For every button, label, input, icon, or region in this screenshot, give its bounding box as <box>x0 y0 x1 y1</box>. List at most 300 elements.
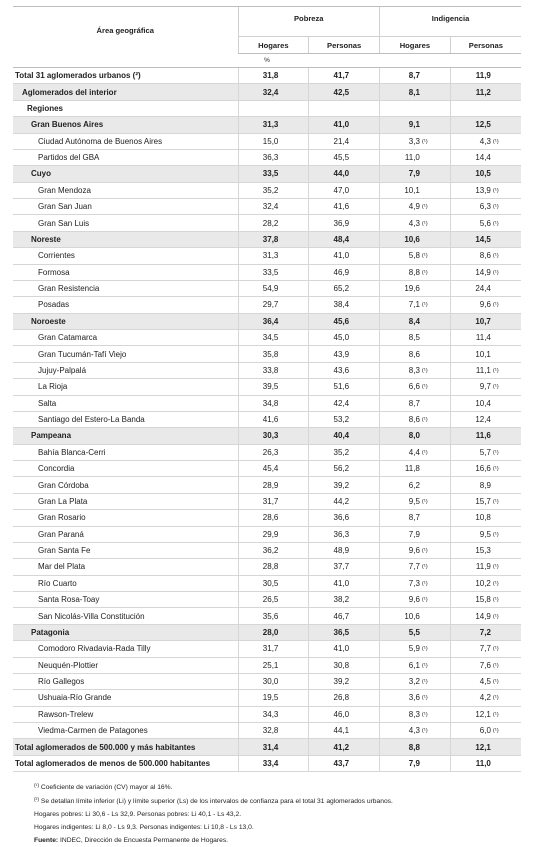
indigencia-personas-cell <box>450 542 521 558</box>
value-text: 43,6 <box>333 365 350 375</box>
source-label: Fuente: <box>34 837 59 845</box>
cv-note-marker: (¹) <box>421 695 428 702</box>
pobreza-personas-cell <box>309 706 380 722</box>
area-name-cell: Río Cuarto <box>13 575 238 591</box>
value-text: 12,1 <box>475 709 491 719</box>
value-text: 9,6 <box>408 546 420 556</box>
table-row <box>13 231 521 247</box>
indigencia-personas-cell <box>450 68 521 84</box>
value-text: 35,6 <box>262 611 279 621</box>
indigencia-hogares-cell <box>380 477 451 493</box>
indigencia-personas-cell <box>450 510 521 526</box>
indigencia-hogares-cell <box>380 592 451 608</box>
pobreza-personas-cell <box>309 297 380 313</box>
pobreza-hogares-cell <box>238 755 309 771</box>
table-row <box>13 166 521 182</box>
cv-note-marker: (¹) <box>421 597 428 604</box>
source-text: INDEC, Dirección de Encuesta Permanente de Hogares. <box>60 837 229 845</box>
value-text: 6,1 <box>408 660 420 670</box>
pobreza-personas-cell <box>309 723 380 739</box>
value-text: 31,7 <box>262 644 279 654</box>
value-text: 7,9 <box>408 169 420 179</box>
pobreza-hogares-cell <box>238 330 309 346</box>
pobreza-hogares-cell <box>238 264 309 280</box>
note-cv-text: Coeficiente de variación (CV) mayor al 16%. <box>40 784 173 792</box>
area-name-cell: Pampeana <box>13 428 238 444</box>
cv-note-marker: (¹) <box>492 564 499 571</box>
area-name-cell: La Rioja <box>13 379 238 395</box>
value-text: 10,5 <box>475 169 491 179</box>
value-text: 4,2 <box>479 693 491 703</box>
table-row <box>13 641 521 657</box>
value-text: 35,2 <box>333 447 350 457</box>
value-text: 7,6 <box>479 660 491 670</box>
pobreza-personas-cell <box>309 411 380 427</box>
indigencia-hogares-cell <box>380 330 451 346</box>
value-text: 30,3 <box>262 431 279 441</box>
value-text: 4,3 <box>408 726 420 736</box>
table-row <box>13 84 521 100</box>
pobreza-hogares-cell <box>238 477 309 493</box>
value-text: 8,1 <box>408 87 420 97</box>
cv-note-marker: (¹) <box>492 695 499 702</box>
note-intervals <box>34 794 521 808</box>
pobreza-hogares-cell <box>238 706 309 722</box>
value-text: 9,1 <box>408 120 420 130</box>
area-name-cell: Salta <box>13 395 238 411</box>
value-text: 32,4 <box>262 87 279 97</box>
value-text: 51,6 <box>333 382 350 392</box>
pobreza-hogares-cell <box>238 673 309 689</box>
table-row <box>13 690 521 706</box>
table-row <box>13 133 521 149</box>
value-text: 43,9 <box>333 349 350 359</box>
value-text: 33,4 <box>262 758 279 768</box>
cv-note-marker: (¹) <box>421 449 428 456</box>
value-text: 32,4 <box>262 202 279 212</box>
table-row <box>13 362 521 378</box>
pobreza-hogares-cell <box>238 379 309 395</box>
table-row <box>13 592 521 608</box>
value-text: 37,7 <box>333 562 350 572</box>
indigencia-personas-cell <box>450 182 521 198</box>
table-row <box>13 264 521 280</box>
area-name-cell: Gran Resistencia <box>13 280 238 296</box>
indigencia-hogares-cell <box>380 117 451 133</box>
pobreza-personas-cell <box>309 641 380 657</box>
value-text: 8,9 <box>479 480 491 490</box>
area-name-cell: Gran Santa Fe <box>13 542 238 558</box>
table-wrapper <box>13 6 521 847</box>
value-text: 7,3 <box>408 578 420 588</box>
pobreza-personas-cell <box>309 231 380 247</box>
pobreza-personas-cell <box>309 199 380 215</box>
pobreza-hogares-cell <box>238 362 309 378</box>
area-name-cell: Concordia <box>13 461 238 477</box>
area-name-cell: Gran Catamarca <box>13 330 238 346</box>
area-name-cell: Ciudad Autónoma de Buenos Aires <box>13 133 238 149</box>
value-text: 48,4 <box>333 234 350 244</box>
value-text: 9,5 <box>479 529 491 539</box>
cv-note-marker: (¹) <box>492 646 499 653</box>
cv-note-marker: (¹) <box>421 204 428 211</box>
value-text: 6,2 <box>408 480 420 490</box>
indigencia-hogares-cell <box>380 739 451 755</box>
value-text: 46,0 <box>333 709 350 719</box>
table-row <box>13 608 521 624</box>
table-row <box>13 673 521 689</box>
pobreza-hogares-cell <box>238 690 309 706</box>
value-text: 15,0 <box>262 136 279 146</box>
value-text: 10,8 <box>475 513 491 523</box>
pobreza-hogares-cell <box>238 248 309 264</box>
value-text: 8,8 <box>408 742 420 752</box>
area-name-cell: Santa Rosa-Toay <box>13 592 238 608</box>
value-text: 10,1 <box>475 349 491 359</box>
cv-note-marker: (¹) <box>421 417 428 424</box>
table-row <box>13 68 521 84</box>
pobreza-personas-cell <box>309 166 380 182</box>
area-name-cell: Neuquén-Plottier <box>13 657 238 673</box>
pobreza-personas-cell <box>309 133 380 149</box>
value-text: 39,5 <box>262 382 279 392</box>
indigencia-hogares-cell <box>380 608 451 624</box>
value-text: 26,8 <box>333 693 350 703</box>
pobreza-personas-cell <box>309 559 380 575</box>
value-text: 39,2 <box>333 480 350 490</box>
value-text: 8,7 <box>408 71 420 81</box>
pobreza-personas-cell <box>309 84 380 100</box>
value-text: 8,7 <box>408 513 420 523</box>
value-text: 15,8 <box>475 595 491 605</box>
cv-note-marker: (¹) <box>421 384 428 391</box>
value-text: 29,9 <box>262 529 279 539</box>
value-text: 19,5 <box>262 693 279 703</box>
value-text: 41,0 <box>333 644 350 654</box>
cv-note-marker: (¹) <box>421 269 428 276</box>
indigencia-personas-cell <box>450 84 521 100</box>
cv-note-marker: (¹) <box>492 253 499 260</box>
indigencia-hogares-cell <box>380 68 451 84</box>
value-text: 30,8 <box>333 660 350 670</box>
indigencia-personas-cell <box>450 706 521 722</box>
indigencia-personas-cell <box>450 673 521 689</box>
indigencia-personas-cell <box>450 428 521 444</box>
pobreza-personas-cell <box>309 428 380 444</box>
indigencia-personas-cell <box>450 526 521 542</box>
value-text: 31,7 <box>262 496 279 506</box>
indigencia-personas-cell <box>450 362 521 378</box>
indigencia-personas-cell <box>450 575 521 591</box>
value-text: 46,7 <box>333 611 350 621</box>
pobreza-hogares-cell <box>238 182 309 198</box>
table-row <box>13 100 521 116</box>
value-text: 11,9 <box>475 71 491 81</box>
area-name-cell: Viedma-Carmen de Patagones <box>13 723 238 739</box>
indigencia-hogares-cell <box>380 84 451 100</box>
pobreza-personas-cell <box>309 739 380 755</box>
pobreza-hogares-cell <box>238 280 309 296</box>
value-text: 21,4 <box>333 136 350 146</box>
pobreza-personas-cell <box>309 379 380 395</box>
value-text: 36,4 <box>262 316 279 326</box>
indigencia-personas-cell <box>450 608 521 624</box>
table-row <box>13 395 521 411</box>
unit-label: % <box>13 54 521 68</box>
table-row <box>13 575 521 591</box>
area-name-cell: Cuyo <box>13 166 238 182</box>
value-text: 30,0 <box>262 677 279 687</box>
indigencia-personas-cell <box>450 166 521 182</box>
pobreza-personas-cell <box>309 592 380 608</box>
value-text: 35,2 <box>262 185 279 195</box>
table-row <box>13 739 521 755</box>
area-name-cell: Mar del Plata <box>13 559 238 575</box>
pobreza-personas-cell <box>309 673 380 689</box>
indigencia-hogares-cell <box>380 673 451 689</box>
value-text: 8,5 <box>408 333 420 343</box>
indigencia-hogares-cell <box>380 657 451 673</box>
pobreza-hogares-cell <box>238 215 309 231</box>
value-text: 3,2 <box>408 677 420 687</box>
pobreza-hogares-cell <box>238 84 309 100</box>
value-text: 31,8 <box>262 71 279 81</box>
indigencia-hogares-cell <box>380 755 451 771</box>
area-name-cell: Regiones <box>13 100 238 116</box>
pobreza-personas-cell <box>309 395 380 411</box>
area-name-cell: Formosa <box>13 264 238 280</box>
area-name-cell: Gran La Plata <box>13 493 238 509</box>
value-text: 19,6 <box>404 284 420 294</box>
value-text: 45,0 <box>333 333 350 343</box>
notes-section <box>13 780 521 847</box>
value-text: 28,6 <box>262 513 279 523</box>
table-row <box>13 428 521 444</box>
value-text: 12,1 <box>475 742 491 752</box>
value-text: 11,9 <box>475 562 491 572</box>
value-text: 34,8 <box>262 398 279 408</box>
indigencia-personas-cell <box>450 461 521 477</box>
pobreza-personas-cell <box>309 264 380 280</box>
value-text: 54,9 <box>262 284 279 294</box>
indigencia-personas-cell <box>450 231 521 247</box>
pobreza-personas-cell <box>309 542 380 558</box>
value-text: 7,2 <box>479 627 491 637</box>
pobreza-personas-cell <box>309 100 380 116</box>
pobreza-header: Pobreza <box>238 7 380 37</box>
value-text: 45,4 <box>262 464 279 474</box>
value-text: 9,6 <box>479 300 491 310</box>
value-text: 6,3 <box>479 202 491 212</box>
value-text: 11,8 <box>404 464 420 474</box>
indigencia-personas-cell <box>450 559 521 575</box>
cv-note-marker: (¹) <box>492 580 499 587</box>
value-text: 41,0 <box>333 251 350 261</box>
pobreza-personas-cell <box>309 608 380 624</box>
pobreza-hogares-cell <box>238 133 309 149</box>
value-text: 13,9 <box>475 185 491 195</box>
indigencia-hogares-cell <box>380 723 451 739</box>
value-text: 65,2 <box>333 284 350 294</box>
indigencia-hogares-cell <box>380 280 451 296</box>
value-text: 16,6 <box>475 464 491 474</box>
indigencia-hogares-cell <box>380 559 451 575</box>
pobreza-personas-cell <box>309 461 380 477</box>
value-text: 4,4 <box>408 447 420 457</box>
cv-note-marker: (¹) <box>492 498 499 505</box>
value-text: 36,3 <box>333 529 350 539</box>
table-row <box>13 297 521 313</box>
cv-note-marker: (¹) <box>492 220 499 227</box>
indigencia-hogares-cell <box>380 690 451 706</box>
value-text: 7,1 <box>408 300 420 310</box>
value-text: 24,4 <box>475 284 491 294</box>
pobreza-hogares-cell <box>238 461 309 477</box>
indigencia-hogares-cell <box>380 428 451 444</box>
cv-note-marker: (¹) <box>492 679 499 686</box>
value-text: 26,3 <box>262 447 279 457</box>
indigencia-hogares-cell <box>380 149 451 165</box>
value-text: 7,9 <box>408 758 420 768</box>
pobreza-personas-header: Personas <box>309 37 380 54</box>
indigencia-personas-cell <box>450 657 521 673</box>
indigencia-personas-cell <box>450 149 521 165</box>
pobreza-hogares-cell <box>238 117 309 133</box>
note-intervals-marker: (²) <box>34 797 39 804</box>
note-cv <box>34 780 521 794</box>
indigencia-personas-cell <box>450 690 521 706</box>
source-note <box>34 834 521 847</box>
cv-note-marker: (¹) <box>421 302 428 309</box>
indigencia-hogares-cell <box>380 493 451 509</box>
table-row <box>13 477 521 493</box>
value-text: 33,5 <box>262 267 279 277</box>
indigencia-hogares-cell <box>380 411 451 427</box>
cv-note-marker: (¹) <box>421 220 428 227</box>
pobreza-hogares-cell <box>238 575 309 591</box>
indigencia-personas-header: Personas <box>450 37 521 54</box>
cv-note-marker: (¹) <box>421 138 428 145</box>
pobreza-hogares-cell <box>238 313 309 329</box>
table-row <box>13 755 521 771</box>
pobreza-hogares-cell <box>238 428 309 444</box>
table-row <box>13 248 521 264</box>
pobreza-personas-cell <box>309 182 380 198</box>
indigencia-hogares-cell <box>380 461 451 477</box>
value-text: 8,8 <box>408 267 420 277</box>
value-text: 33,5 <box>262 169 279 179</box>
table-row <box>13 723 521 739</box>
indigencia-personas-cell <box>450 313 521 329</box>
cv-note-marker: (¹) <box>421 646 428 653</box>
table-row <box>13 346 521 362</box>
area-name-cell: Comodoro Rivadavia-Rada Tilly <box>13 641 238 657</box>
pobreza-hogares-cell <box>238 166 309 182</box>
indigencia-personas-cell <box>450 379 521 395</box>
value-text: 8,0 <box>408 431 420 441</box>
table-row <box>13 657 521 673</box>
table-row <box>13 493 521 509</box>
pobreza-hogares-cell <box>238 641 309 657</box>
value-text: 11,4 <box>475 333 491 343</box>
table-row <box>13 444 521 460</box>
value-text: 28,9 <box>262 480 279 490</box>
note-hogares-indigentes: Hogares indigentes: Li 8,0 - Ls 9,3. Personas indigentes: Li 10,8 - Ls 13,0. <box>34 824 254 832</box>
value-text: 37,8 <box>262 234 279 244</box>
value-text: 34,5 <box>262 333 279 343</box>
area-name-cell: Total aglomerados de menos de 500.000 habitantes <box>13 755 238 771</box>
value-text: 56,2 <box>333 464 350 474</box>
area-name-cell: Gran Paraná <box>13 526 238 542</box>
pobreza-hogares-cell <box>238 444 309 460</box>
table-row <box>13 280 521 296</box>
value-text: 14,9 <box>475 267 491 277</box>
indigencia-personas-cell <box>450 100 521 116</box>
value-text: 9,7 <box>479 382 491 392</box>
value-text: 30,5 <box>262 578 279 588</box>
area-name-cell: Gran Tucumán-Tafí Viejo <box>13 346 238 362</box>
indigencia-personas-cell <box>450 755 521 771</box>
cv-note-marker: (¹) <box>492 449 499 456</box>
pobreza-hogares-cell <box>238 297 309 313</box>
value-text: 36,6 <box>333 513 350 523</box>
pobreza-personas-cell <box>309 477 380 493</box>
indigencia-hogares-cell <box>380 346 451 362</box>
pobreza-personas-cell <box>309 149 380 165</box>
indigencia-personas-cell <box>450 444 521 460</box>
value-text: 33,8 <box>262 365 279 375</box>
pobreza-personas-cell <box>309 755 380 771</box>
value-text: 11,6 <box>475 431 491 441</box>
value-text: 39,2 <box>333 677 350 687</box>
value-text: 10,7 <box>475 316 491 326</box>
cv-note-marker: (¹) <box>492 662 499 669</box>
cv-note-marker: (¹) <box>492 138 499 145</box>
area-name-cell: Posadas <box>13 297 238 313</box>
value-text: 40,4 <box>333 431 350 441</box>
indigencia-personas-cell <box>450 297 521 313</box>
value-text: 7,7 <box>479 644 491 654</box>
pobreza-hogares-cell <box>238 723 309 739</box>
pobreza-personas-cell <box>309 68 380 84</box>
value-text: 15,3 <box>475 546 491 556</box>
area-name-cell: Gran Mendoza <box>13 182 238 198</box>
value-text: 8,6 <box>479 251 491 261</box>
value-text: 5,5 <box>408 627 420 637</box>
cv-note-marker: (¹) <box>492 597 499 604</box>
pobreza-hogares-cell <box>238 493 309 509</box>
pobreza-personas-cell <box>309 215 380 231</box>
cv-note-marker: (¹) <box>492 367 499 374</box>
value-text: 10,4 <box>475 398 491 408</box>
area-name-cell: Noroeste <box>13 313 238 329</box>
value-text: 44,2 <box>333 496 350 506</box>
value-text: 12,4 <box>475 415 491 425</box>
pobreza-hogares-cell <box>238 624 309 640</box>
value-text: 25,1 <box>262 660 279 670</box>
pobreza-hogares-cell <box>238 411 309 427</box>
indigencia-hogares-cell <box>380 182 451 198</box>
pobreza-personas-cell <box>309 248 380 264</box>
value-text: 41,6 <box>262 415 279 425</box>
value-text: 43,7 <box>333 758 350 768</box>
indigencia-hogares-cell <box>380 231 451 247</box>
value-text: 31,4 <box>262 742 279 752</box>
value-text: 5,9 <box>408 644 420 654</box>
table-row <box>13 379 521 395</box>
pobreza-hogares-cell <box>238 510 309 526</box>
value-text: 7,7 <box>408 562 420 572</box>
